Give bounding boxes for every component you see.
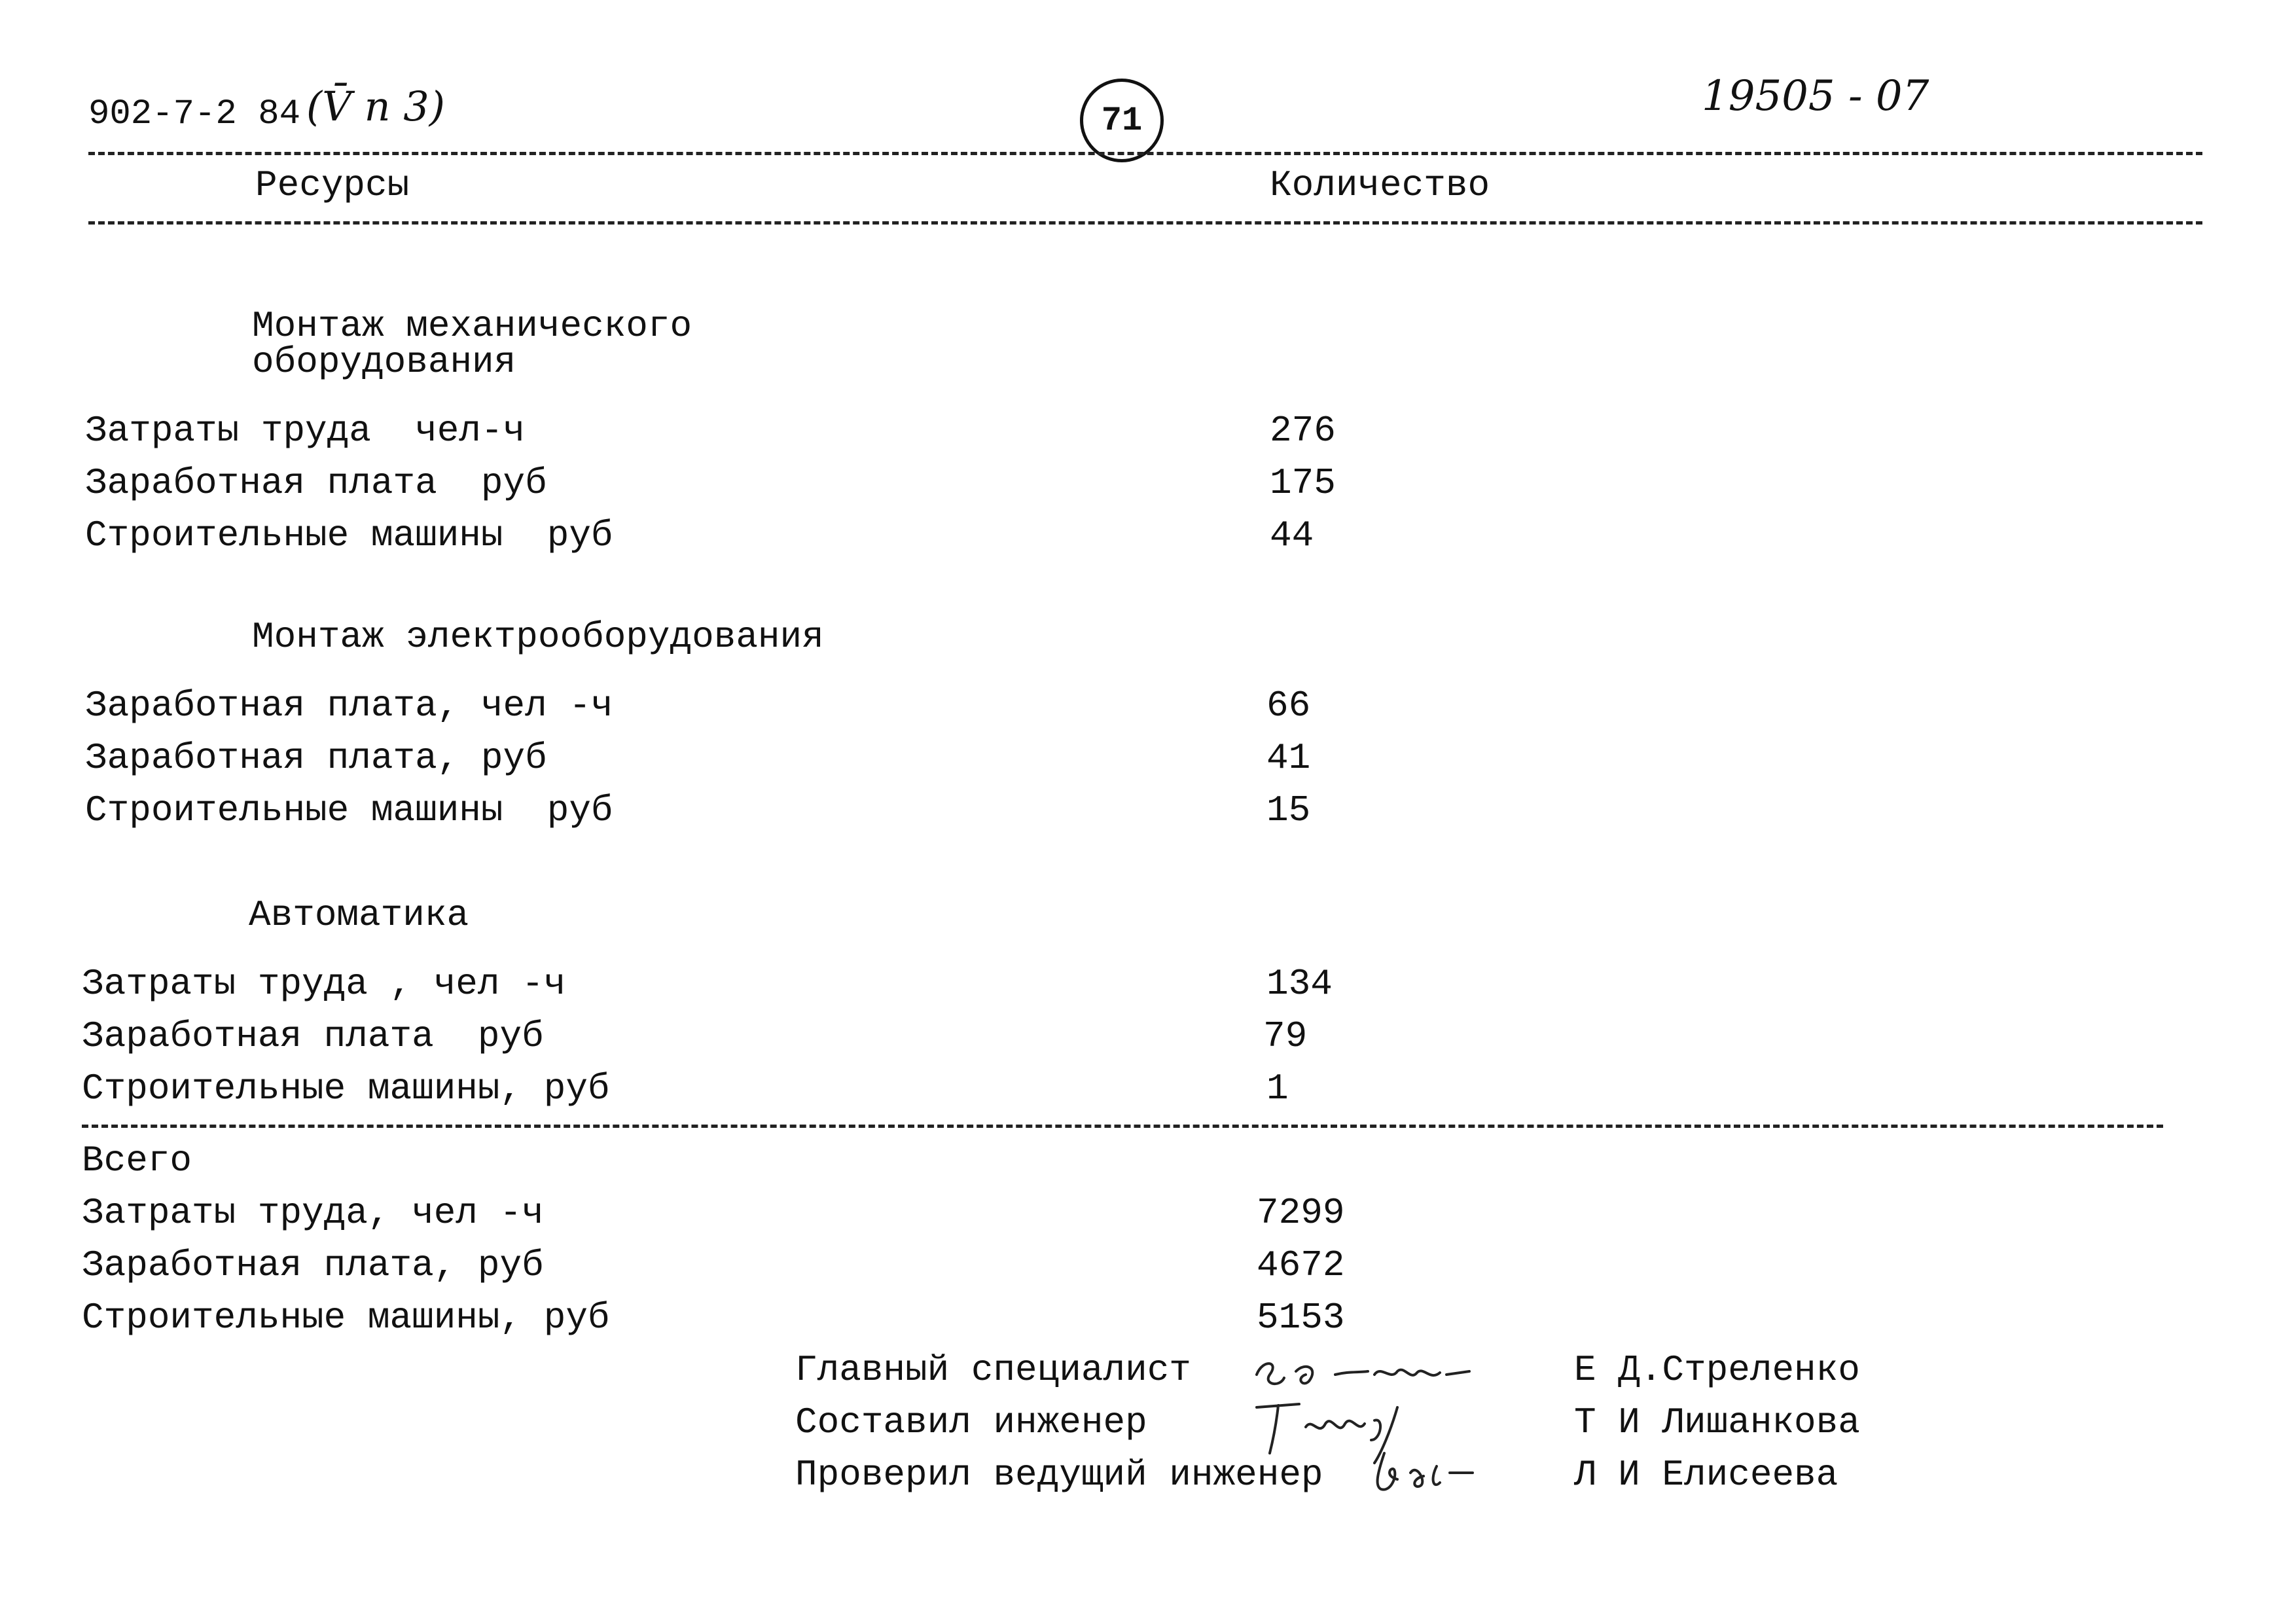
row-value: 15 [1266, 789, 1311, 831]
total-row-value: 5153 [1257, 1297, 1345, 1339]
row-value: 66 [1266, 685, 1311, 727]
total-row-label: Затраты труда, чел -ч [82, 1192, 544, 1234]
row-label: Строительные машины руб [85, 514, 613, 556]
column-header-resources: Ресурсы [255, 164, 410, 206]
row-value: 175 [1270, 462, 1336, 504]
handwritten-signature [1365, 1443, 1535, 1502]
total-rule [82, 1125, 2163, 1128]
row-value: 41 [1266, 737, 1311, 779]
row-value: 134 [1266, 963, 1333, 1005]
signature-role: Главный специалист [795, 1349, 1191, 1391]
row-label: Заработная плата руб [85, 462, 547, 504]
signature-name: Т И Лишанкова [1574, 1401, 1860, 1443]
column-header-quantity: Количество [1270, 164, 1490, 206]
signature-role: Составил инженер [795, 1401, 1147, 1443]
row-value: 276 [1270, 410, 1336, 452]
row-label: Затраты труда чел-ч [85, 410, 526, 452]
total-row-value: 4672 [1257, 1244, 1345, 1286]
document-code: 902-7-2 84 [88, 94, 301, 134]
total-row-label: Заработная плата, руб [82, 1244, 544, 1286]
row-label: Заработная плата, чел -ч [85, 685, 613, 727]
signature-name: Е Д.Стреленко [1574, 1349, 1860, 1391]
total-row-value: 7299 [1257, 1192, 1345, 1234]
row-label: Заработная плата руб [82, 1015, 544, 1057]
signature-name: Л И Елисеева [1574, 1454, 1839, 1496]
row-label: Заработная плата, руб [85, 737, 547, 779]
header-rule-top [88, 152, 2202, 155]
row-value: 79 [1263, 1015, 1308, 1057]
header-rule-bottom [88, 221, 2202, 225]
section-title-cont: оборудования [252, 341, 516, 383]
sheet-code: 19505 - 07 [1702, 72, 1929, 120]
page-number: 71 [1101, 101, 1143, 140]
row-value: 1 [1266, 1068, 1289, 1110]
page-number-badge [1080, 79, 1164, 162]
section-title: Монтаж электрооборудования [252, 616, 824, 658]
row-label: Затраты труда , чел -ч [82, 963, 566, 1005]
row-label: Строительные машины, руб [82, 1068, 610, 1110]
section-title: Автоматика [249, 894, 469, 936]
row-label: Строительные машины руб [85, 789, 613, 831]
handwritten-signature [1244, 1345, 1518, 1398]
total-row-label: Строительные машины, руб [82, 1297, 610, 1339]
section-title: Монтаж механического [252, 305, 692, 347]
document-code-note: (V̄ n 3) [306, 82, 445, 130]
signature-role: Проверил ведущий инженер [795, 1454, 1323, 1496]
row-value: 44 [1270, 514, 1314, 556]
total-title: Всего [82, 1140, 192, 1182]
